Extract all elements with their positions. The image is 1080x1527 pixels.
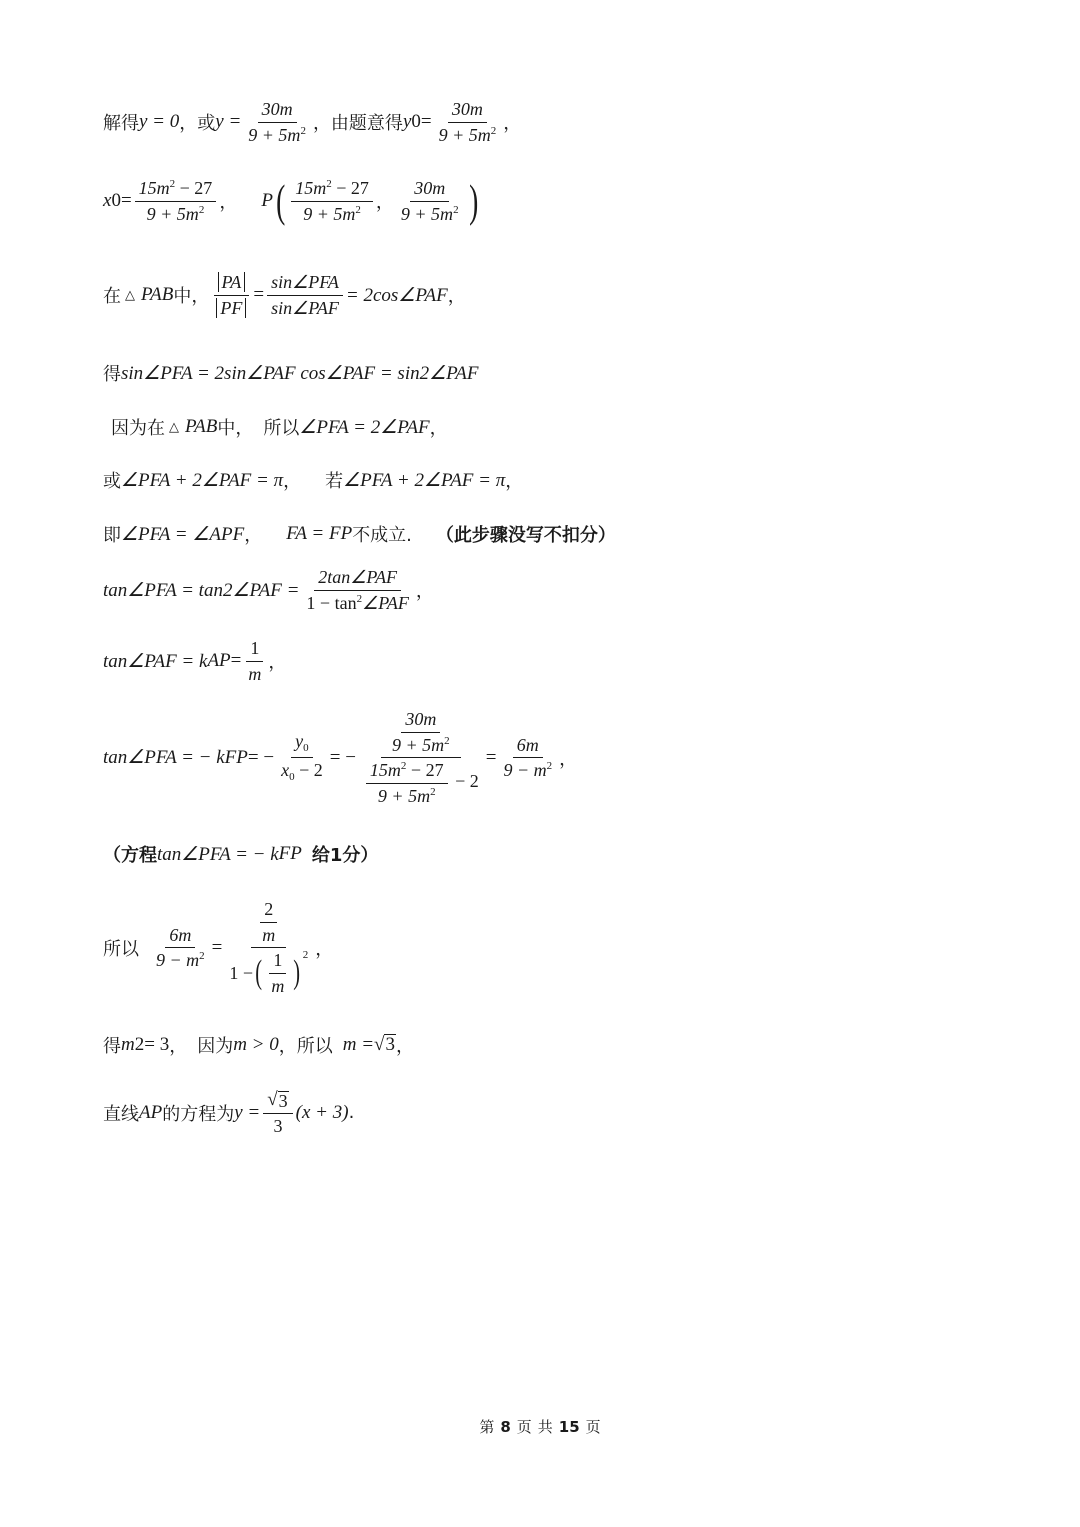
text: 的方程为 bbox=[162, 1103, 235, 1125]
square-root bbox=[374, 1034, 396, 1056]
text: ， bbox=[415, 581, 434, 602]
text: 解得 bbox=[103, 113, 139, 134]
text: ，所以 bbox=[278, 1036, 333, 1057]
subscript: 0 bbox=[289, 771, 295, 783]
text: 得 bbox=[103, 1036, 121, 1057]
math: = − bbox=[329, 746, 356, 768]
fraction bbox=[267, 271, 343, 319]
math: ∠PFA = ∠APF bbox=[121, 523, 245, 545]
footer-text: 页 bbox=[516, 1418, 532, 1436]
line-tan-paf bbox=[103, 637, 1020, 685]
grading-note: （方程 bbox=[103, 845, 157, 866]
text: ， bbox=[559, 748, 578, 770]
math: = bbox=[485, 746, 497, 768]
math: ∠PFA + 2∠PAF = π bbox=[343, 469, 506, 491]
numerator: 1 bbox=[246, 637, 263, 662]
point-label: P bbox=[261, 190, 273, 211]
text: ，由题意得 bbox=[312, 113, 403, 134]
math: tan∠PFA = tan2∠PAF = bbox=[103, 579, 300, 601]
line-therefore-equation bbox=[103, 898, 1020, 997]
exponent: 2 bbox=[430, 785, 436, 798]
math: = − bbox=[247, 746, 275, 768]
denominator bbox=[212, 296, 250, 320]
numerator: 30m bbox=[401, 708, 440, 733]
math: = 3 bbox=[144, 1034, 170, 1055]
fraction bbox=[212, 271, 250, 319]
numerator: sin∠PFA bbox=[267, 271, 343, 296]
denominator: 3 bbox=[273, 1115, 283, 1136]
line-because bbox=[111, 414, 1020, 440]
denominator-text: 9 + 5m bbox=[146, 203, 199, 224]
text: 若 bbox=[325, 471, 344, 492]
denominator bbox=[302, 591, 412, 615]
denominator-text: 9 + 5m bbox=[303, 203, 356, 224]
fraction bbox=[277, 730, 327, 785]
text: ， bbox=[395, 1036, 414, 1057]
numerator-text: − 27 bbox=[331, 178, 369, 198]
numerator: 2tan∠PAF bbox=[314, 566, 401, 591]
numerator: 6m bbox=[165, 924, 195, 949]
denominator bbox=[225, 948, 312, 997]
fraction bbox=[258, 898, 279, 946]
text: 因为 bbox=[197, 1036, 234, 1057]
line-solve-y bbox=[103, 98, 1020, 146]
line-double-angle bbox=[103, 360, 1020, 386]
math: = bbox=[420, 111, 432, 132]
text: 所以 bbox=[263, 418, 300, 439]
denominator-text: ∠PAF bbox=[362, 592, 409, 613]
denominator-text: 9 + 5m bbox=[400, 203, 454, 224]
denominator-text: 9 + 5m bbox=[248, 124, 301, 145]
denominator bbox=[374, 784, 440, 808]
subscript: 0 bbox=[411, 111, 421, 132]
radicand: 3 bbox=[385, 1034, 395, 1056]
math: AP bbox=[139, 1101, 163, 1123]
denominator-text: x bbox=[281, 760, 290, 780]
denominator-text: − 2 bbox=[294, 760, 323, 780]
fraction bbox=[499, 734, 556, 782]
numerator: 2 bbox=[260, 898, 277, 923]
math: = bbox=[120, 190, 132, 211]
denominator-text: 9 + 5m bbox=[438, 124, 491, 145]
math: tan∠PFA = − k bbox=[157, 843, 279, 865]
fraction bbox=[388, 708, 454, 756]
denominator: m bbox=[262, 924, 276, 945]
math: PAB bbox=[185, 416, 218, 437]
math: m bbox=[121, 1034, 135, 1055]
complex-fraction bbox=[359, 708, 483, 807]
denominator-text: 9 − m bbox=[156, 950, 200, 970]
fraction bbox=[263, 1088, 292, 1137]
text: 所以 bbox=[103, 938, 139, 960]
radical-sign: √ bbox=[374, 1034, 385, 1055]
numerator: 30m bbox=[448, 98, 487, 123]
denominator-text: 9 + 5m bbox=[377, 785, 431, 806]
line-tan-double bbox=[103, 566, 1020, 614]
numerator bbox=[366, 759, 448, 784]
math: = bbox=[230, 650, 242, 671]
fraction bbox=[366, 759, 448, 807]
text: 得 bbox=[103, 364, 121, 385]
math: y = bbox=[215, 111, 242, 132]
text: 在 bbox=[103, 286, 121, 307]
text: ， bbox=[169, 1036, 188, 1057]
math: PAB bbox=[141, 284, 174, 305]
footer-text: 页 bbox=[585, 1418, 601, 1436]
exponent: 2 bbox=[356, 592, 363, 605]
fraction bbox=[435, 98, 501, 146]
fraction bbox=[244, 98, 310, 146]
numerator-text: 15m bbox=[295, 178, 327, 198]
numerator: 6m bbox=[513, 734, 543, 759]
text: ， bbox=[283, 471, 302, 492]
exponent: 2 bbox=[300, 124, 306, 137]
numerator: 30m bbox=[410, 177, 449, 202]
exponent: 2 bbox=[490, 124, 497, 137]
exponent: 2 bbox=[302, 949, 309, 961]
numerator: 1 bbox=[269, 949, 286, 974]
subscript: FP bbox=[278, 843, 302, 864]
exponent: 2 bbox=[546, 760, 553, 772]
exponent: 2 bbox=[444, 734, 450, 747]
exponent: 2 bbox=[199, 950, 205, 962]
text: ， bbox=[219, 192, 238, 213]
text: 不成立. bbox=[352, 525, 412, 546]
denominator-text: 1 − bbox=[229, 962, 254, 983]
denominator bbox=[143, 202, 209, 226]
fraction bbox=[267, 949, 288, 997]
left-paren: ( bbox=[275, 175, 286, 226]
math: y bbox=[402, 111, 412, 132]
text: . bbox=[348, 1102, 355, 1124]
line-tan-pfa-slope bbox=[103, 708, 1020, 807]
denominator bbox=[244, 123, 310, 147]
math: y = 0 bbox=[139, 111, 180, 132]
abs-value: PA bbox=[218, 272, 246, 292]
page-footer bbox=[0, 1416, 1080, 1437]
numerator bbox=[381, 708, 461, 758]
text: ， bbox=[503, 113, 522, 134]
denominator bbox=[359, 758, 483, 807]
exponent: 2 bbox=[198, 203, 205, 216]
numerator bbox=[263, 1088, 292, 1114]
subscript: 0 bbox=[303, 742, 309, 755]
line-or bbox=[103, 467, 1020, 493]
denominator bbox=[499, 758, 556, 782]
denominator-text: − 2 bbox=[450, 771, 479, 792]
fraction bbox=[291, 177, 373, 225]
denominator bbox=[152, 948, 209, 972]
exponent: 2 bbox=[453, 203, 459, 216]
math: (x + 3) bbox=[295, 1101, 349, 1123]
exponent: 2 bbox=[400, 760, 407, 772]
exponent: 2 bbox=[169, 178, 176, 190]
fraction bbox=[152, 924, 209, 972]
footer-text: 共 bbox=[537, 1418, 553, 1436]
math: m > 0 bbox=[233, 1034, 279, 1055]
fraction bbox=[302, 566, 412, 614]
math: y = bbox=[234, 1101, 261, 1123]
numerator-text: 15m bbox=[369, 760, 401, 780]
text: ， bbox=[244, 525, 263, 546]
numerator bbox=[291, 730, 313, 758]
text: 即 bbox=[103, 525, 121, 546]
radicand: 3 bbox=[278, 1090, 288, 1111]
triangle-icon: △ bbox=[169, 419, 179, 434]
text: ， bbox=[315, 938, 334, 960]
denominator: sin∠PAF bbox=[271, 297, 339, 318]
numerator bbox=[214, 271, 250, 296]
footer-text: 第 bbox=[479, 1418, 495, 1436]
denominator: m bbox=[248, 663, 262, 684]
line-x0-and-p bbox=[103, 177, 1020, 225]
numerator bbox=[135, 177, 217, 202]
text: ， bbox=[505, 471, 524, 492]
numerator-text: 15m bbox=[138, 178, 170, 198]
text: ， bbox=[268, 652, 287, 673]
line-grading-equation bbox=[103, 841, 1020, 867]
abs-value: PF bbox=[216, 298, 246, 318]
math: ∠PFA + 2∠PAF = π bbox=[121, 469, 284, 491]
math: m = bbox=[342, 1034, 375, 1055]
square-root bbox=[267, 1088, 288, 1112]
fraction bbox=[135, 177, 217, 225]
grading-note: 给1分） bbox=[311, 845, 379, 866]
fraction bbox=[397, 177, 463, 225]
math: sin∠PFA = 2sin∠PAF cos∠PAF = sin2∠PAF bbox=[121, 362, 479, 384]
math: x bbox=[103, 190, 112, 211]
complex-fraction bbox=[225, 898, 312, 997]
denominator bbox=[435, 123, 501, 147]
math: = bbox=[211, 936, 223, 958]
total-pages: 15 bbox=[558, 1418, 580, 1436]
math: tan∠PFA = − k bbox=[103, 747, 225, 768]
math: = 2cos∠PAF bbox=[345, 284, 448, 306]
line-m-value bbox=[103, 1032, 1020, 1058]
denominator-text: 1 − tan bbox=[306, 592, 357, 613]
text: ， bbox=[375, 192, 394, 213]
math: = bbox=[253, 284, 265, 305]
math: tan∠PAF = k bbox=[103, 650, 208, 672]
numerator-text: − 27 bbox=[175, 178, 213, 198]
denominator bbox=[397, 202, 463, 226]
denominator bbox=[277, 758, 327, 785]
radical-sign: √ bbox=[267, 1089, 278, 1110]
fraction bbox=[244, 637, 265, 685]
denominator-text: 9 + 5m bbox=[392, 734, 445, 755]
line-contradiction bbox=[103, 521, 1020, 547]
text: ，或 bbox=[179, 113, 216, 134]
denominator-text: 9 − m bbox=[503, 760, 547, 780]
text: 中， bbox=[217, 418, 254, 439]
math: FA = FP bbox=[286, 523, 353, 544]
exponent: 2 bbox=[326, 178, 332, 190]
denominator: m bbox=[271, 975, 285, 996]
page-number: 8 bbox=[500, 1418, 511, 1436]
numerator bbox=[291, 177, 373, 202]
exponent: 2 bbox=[134, 1034, 145, 1055]
subscript: 0 bbox=[111, 190, 121, 211]
grading-note: （此步骤没写不扣分） bbox=[435, 525, 616, 546]
numerator bbox=[251, 898, 286, 948]
text: ， bbox=[447, 286, 466, 307]
right-paren: ) bbox=[293, 954, 301, 991]
text: ， bbox=[429, 418, 448, 439]
exponent: 2 bbox=[355, 203, 361, 216]
subscript: AP bbox=[207, 650, 231, 671]
triangle-icon: △ bbox=[125, 287, 135, 302]
text: 因为在 bbox=[111, 418, 165, 439]
line-final-answer bbox=[103, 1088, 1020, 1137]
right-paren: ) bbox=[468, 175, 478, 226]
left-paren: ( bbox=[255, 954, 263, 991]
math: ∠PFA = 2∠PAF bbox=[299, 416, 430, 438]
numerator-text: y bbox=[295, 731, 304, 752]
numerator-text: − 27 bbox=[406, 760, 444, 780]
text: 直线 bbox=[103, 1103, 139, 1125]
line-sine-law bbox=[103, 271, 1020, 319]
denominator bbox=[299, 202, 365, 226]
numerator: 30m bbox=[258, 98, 297, 123]
text: 中， bbox=[173, 286, 210, 307]
denominator bbox=[388, 733, 454, 757]
text: 或 bbox=[103, 471, 121, 492]
subscript: FP bbox=[224, 746, 248, 768]
